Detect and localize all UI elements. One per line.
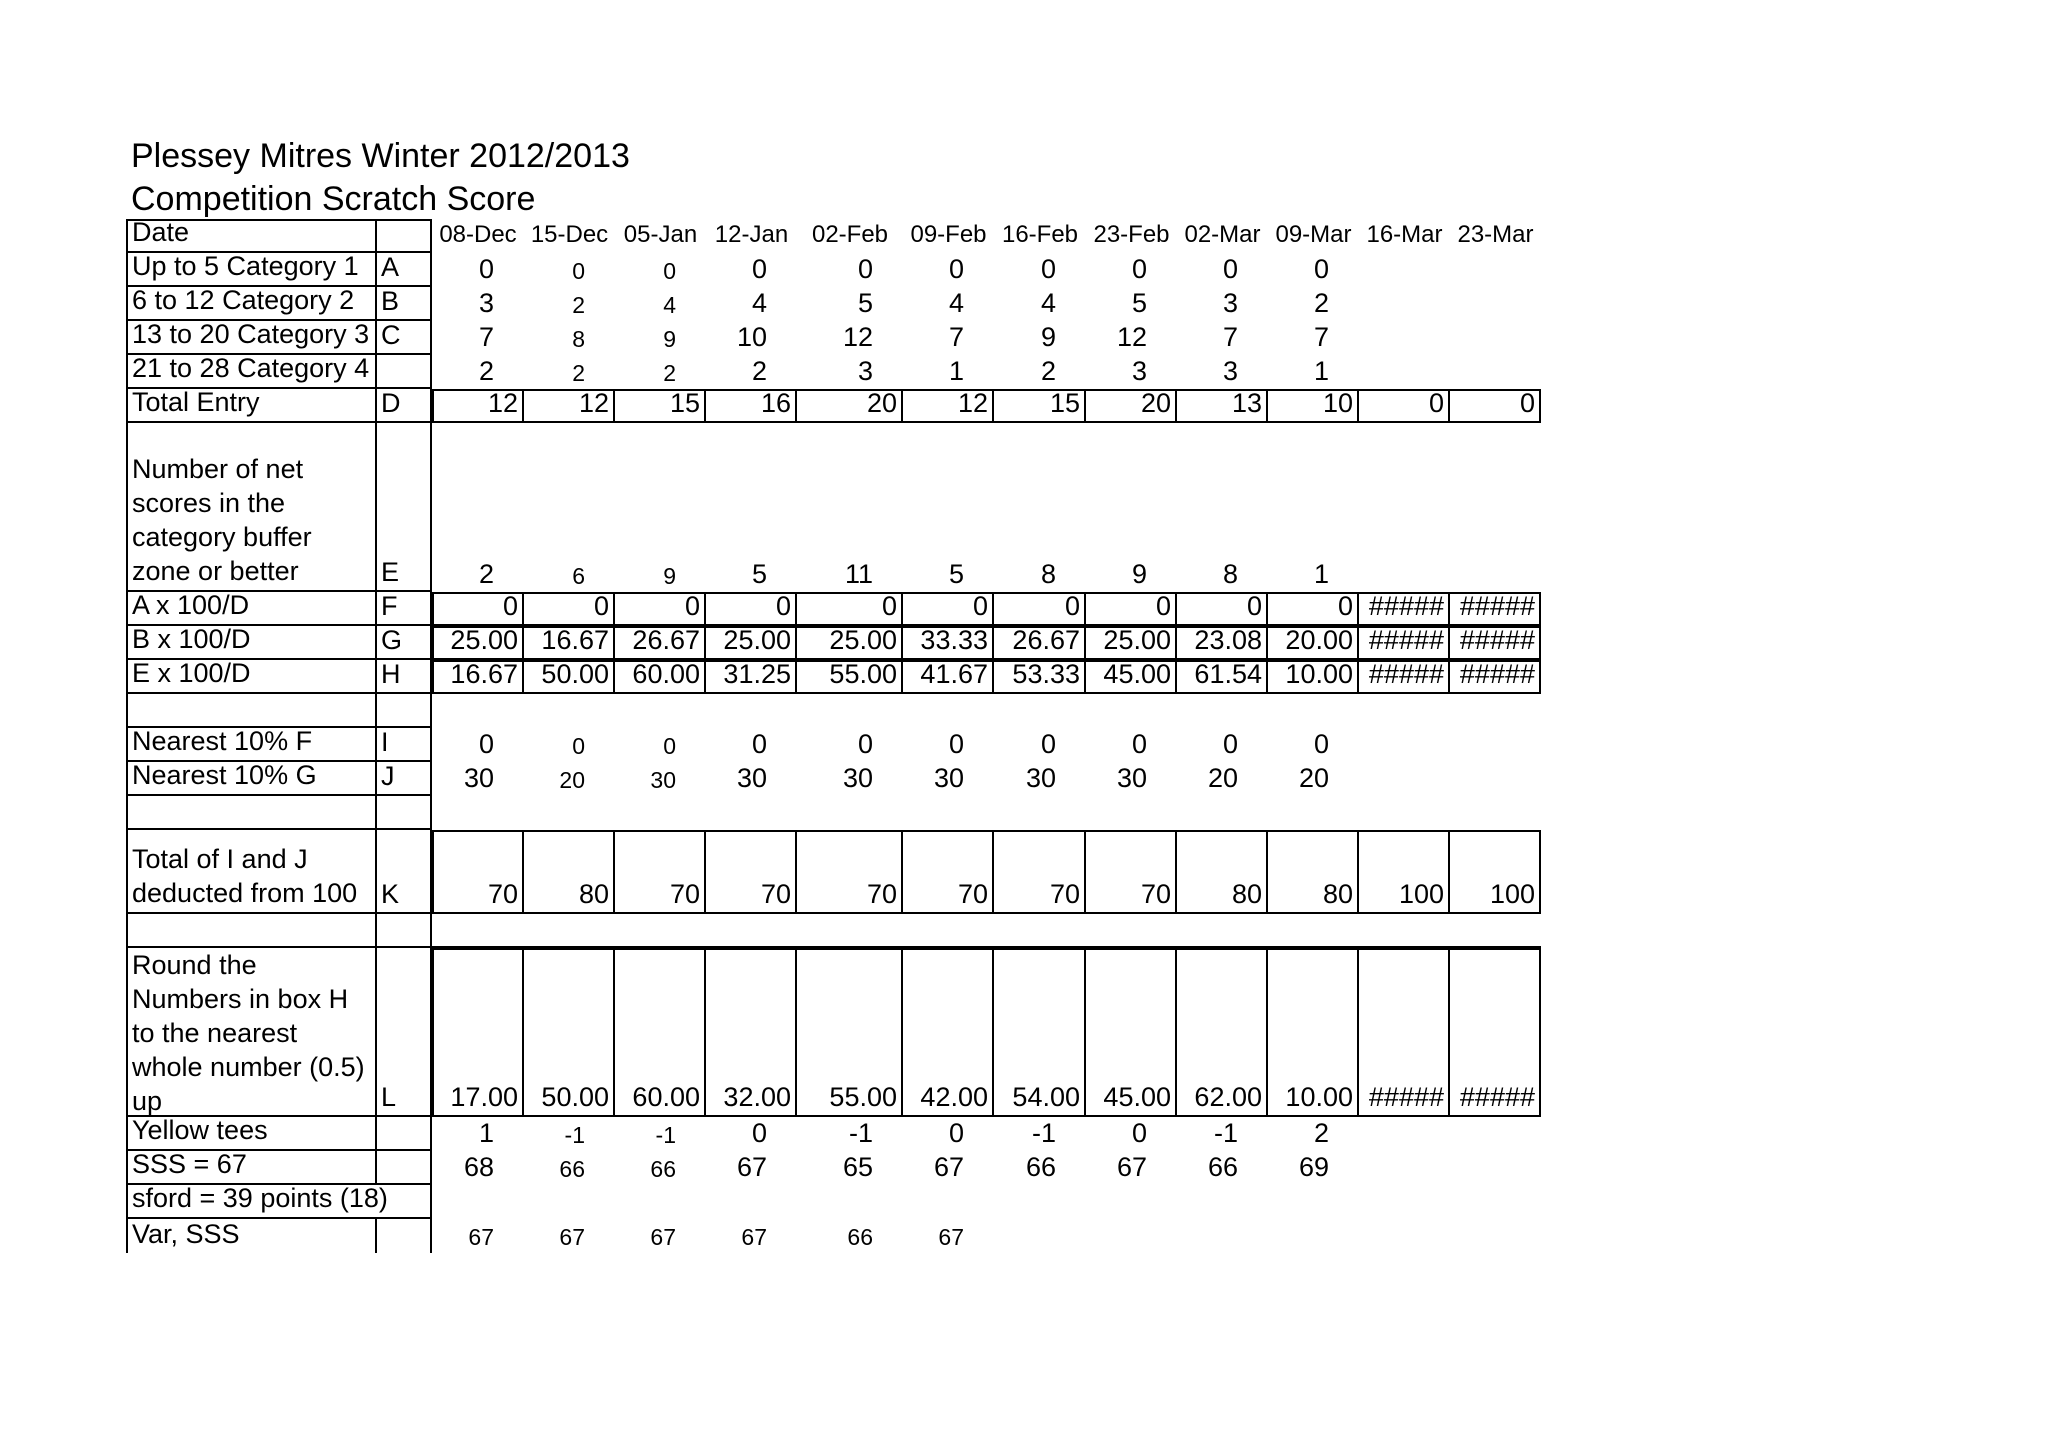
value-cell: 30 [463, 763, 494, 793]
value-cell: 0 [1131, 254, 1147, 284]
value-cell [1359, 1219, 1450, 1253]
value-cell: 0 [857, 254, 873, 284]
date-header-15-dec: 15-Dec [530, 221, 609, 248]
value-cell: 66 [559, 1156, 585, 1182]
value-cell: 0 [572, 258, 585, 284]
value-cell: 5 [1131, 288, 1147, 318]
value-cell: 0 [797, 592, 903, 626]
value-cell: 0 [1222, 729, 1238, 759]
value-cell: 0 [615, 592, 706, 626]
value-cell: 16 [706, 389, 797, 423]
value-cell: 10 [1268, 389, 1359, 423]
label-line: Number of net [132, 454, 304, 484]
date-header-16-mar: 16-Mar [1366, 221, 1443, 248]
label-line: Numbers in box H [132, 984, 349, 1014]
value-cell: 7 [948, 322, 964, 352]
value-cell: 20 [559, 767, 585, 793]
label-line: Total of I and J [132, 844, 308, 874]
value-cell: ##### [1450, 948, 1541, 1117]
value-cell: 7 [478, 322, 494, 352]
value-cell: 30 [736, 763, 767, 793]
value-cell: 0 [432, 592, 524, 626]
value-cell: 13 [1177, 389, 1268, 423]
value-cell: 33.33 [903, 626, 994, 660]
value-cell: 67 [741, 1224, 767, 1250]
total-entry-code: D [377, 389, 432, 423]
value-cell [1359, 253, 1450, 287]
value-cell [1359, 355, 1450, 389]
value-cell: 70 [1086, 830, 1177, 914]
value-cell: 66 [1207, 1152, 1238, 1182]
value-cell: 9 [663, 563, 676, 589]
round-h-code: L [377, 948, 432, 1117]
label-line: Round the [132, 950, 257, 980]
net-scores-code: E [377, 423, 432, 592]
value-cell: 53.33 [994, 660, 1086, 694]
cat3-code: C [377, 321, 432, 355]
value-cell: 67 [736, 1152, 767, 1182]
value-cell: 0 [1040, 254, 1056, 284]
value-cell: 9 [663, 326, 676, 352]
yellow-tees-label: Yellow tees [126, 1117, 377, 1151]
value-cell [1450, 321, 1541, 355]
value-cell: 7 [1313, 322, 1329, 352]
value-cell: 55.00 [797, 948, 903, 1117]
value-cell: 70 [706, 830, 797, 914]
value-cell: 70 [994, 830, 1086, 914]
value-cell: 70 [797, 830, 903, 914]
value-cell: 20 [1298, 763, 1329, 793]
value-cell: 12 [432, 389, 524, 423]
value-cell: 31.25 [706, 660, 797, 694]
value-cell: 68 [463, 1152, 494, 1182]
value-cell [1359, 321, 1450, 355]
label-line: up [132, 1086, 163, 1116]
value-cell: 5 [857, 288, 873, 318]
value-cell: 0 [1222, 254, 1238, 284]
value-cell [1450, 1117, 1541, 1151]
e-pct-code: H [377, 660, 432, 694]
value-cell: ##### [1359, 626, 1450, 660]
date-header-09-feb: 09-Feb [910, 221, 987, 248]
value-cell: 3 [478, 288, 494, 318]
label-line: category buffer [132, 522, 312, 552]
value-cell: 66 [847, 1224, 873, 1250]
value-cell: 61.54 [1177, 660, 1268, 694]
date-header-23-mar: 23-Mar [1457, 221, 1534, 248]
value-cell: 20 [1207, 763, 1238, 793]
total-ij-label [126, 830, 377, 914]
value-cell: 3 [1222, 288, 1238, 318]
value-cell: 0 [524, 592, 615, 626]
value-cell: 0 [1313, 729, 1329, 759]
value-cell: 10.00 [1268, 660, 1359, 694]
a-pct-label: A x 100/D [126, 592, 377, 626]
value-cell: -1 [1031, 1118, 1056, 1148]
value-cell: 100 [1359, 830, 1450, 914]
value-cell: 20.00 [1268, 626, 1359, 660]
value-cell: 10 [736, 322, 767, 352]
value-cell: 50.00 [524, 660, 615, 694]
date-header-02-feb: 02-Feb [811, 221, 889, 248]
value-cell [1450, 253, 1541, 287]
value-cell: 80 [524, 830, 615, 914]
value-cell: 20 [797, 389, 903, 423]
value-cell: 0 [751, 1118, 767, 1148]
value-cell: 45.00 [1086, 660, 1177, 694]
cat1-label: Up to 5 Category 1 [126, 253, 377, 287]
value-cell: 0 [948, 1118, 964, 1148]
value-cell: 4 [663, 292, 676, 318]
value-cell: 7 [1222, 322, 1238, 352]
total-ij-code: K [377, 830, 432, 914]
value-cell: 0 [1131, 1118, 1147, 1148]
blank-label-cell [126, 694, 377, 728]
value-cell [1450, 287, 1541, 321]
value-cell: ##### [1359, 948, 1450, 1117]
value-cell: 26.67 [994, 626, 1086, 660]
value-cell: 67 [1116, 1152, 1147, 1182]
nearest-g-label: Nearest 10% G [126, 762, 377, 796]
round-h-label [126, 948, 377, 1117]
value-cell: 8 [572, 326, 585, 352]
value-cell: 25.00 [797, 626, 903, 660]
value-cell: 45.00 [1086, 948, 1177, 1117]
cat3-label: 13 to 20 Category 3 [126, 321, 377, 355]
cat4-code [377, 355, 432, 389]
blank-code-cell [377, 796, 432, 830]
value-cell: 0 [663, 258, 676, 284]
value-cell: 0 [751, 729, 767, 759]
value-cell [1359, 762, 1450, 796]
value-cell [1359, 728, 1450, 762]
value-cell: 54.00 [994, 948, 1086, 1117]
cat4-label: 21 to 28 Category 4 [126, 355, 377, 389]
value-cell: 67 [468, 1224, 494, 1250]
blank-code-cell [377, 914, 432, 948]
value-cell [1450, 423, 1541, 592]
var-sss-code [377, 1219, 432, 1253]
value-cell: 2 [751, 356, 767, 386]
date-header-16-feb: 16-Feb [1001, 221, 1079, 248]
blank-label-cell [126, 914, 377, 948]
value-cell: 10.00 [1268, 948, 1359, 1117]
value-cell: 30 [1116, 763, 1147, 793]
label-line: whole number (0.5) [132, 1052, 365, 1082]
value-cell: 9 [1131, 559, 1147, 589]
value-cell: 0 [1359, 389, 1450, 423]
value-cell: 67 [650, 1224, 676, 1250]
yellow-tees-code [377, 1117, 432, 1151]
value-cell: 66 [1025, 1152, 1056, 1182]
value-cell: 4 [1040, 288, 1056, 318]
value-cell: 0 [663, 733, 676, 759]
value-cell: -1 [1213, 1118, 1238, 1148]
nearest-g-code: J [377, 762, 432, 796]
a-pct-code: F [377, 592, 432, 626]
value-cell: 25.00 [706, 626, 797, 660]
sss-code [377, 1151, 432, 1185]
e-pct-label: E x 100/D [126, 660, 377, 694]
value-cell: 3 [1131, 356, 1147, 386]
value-cell: 67 [933, 1152, 964, 1182]
date-header-09-mar: 09-Mar [1275, 221, 1352, 248]
date-label: Date [126, 219, 377, 253]
total-entry-label: Total Entry [126, 389, 377, 423]
label-line: zone or better [132, 556, 299, 586]
value-cell [1450, 762, 1541, 796]
value-cell: 100 [1450, 830, 1541, 914]
value-cell: 15 [615, 389, 706, 423]
value-cell: 60.00 [615, 948, 706, 1117]
value-cell: 0 [1177, 592, 1268, 626]
nearest-f-code: I [377, 728, 432, 762]
value-cell: 16.67 [524, 626, 615, 660]
value-cell: 3 [857, 356, 873, 386]
value-cell: 2 [572, 292, 585, 318]
value-cell: 12 [842, 322, 873, 352]
value-cell: 32.00 [706, 948, 797, 1117]
value-cell: 0 [1040, 729, 1056, 759]
value-cell: 9 [1040, 322, 1056, 352]
value-cell: 12 [524, 389, 615, 423]
value-cell: 5 [751, 559, 767, 589]
value-cell: 4 [948, 288, 964, 318]
value-cell: 0 [706, 592, 797, 626]
value-cell [1359, 1151, 1450, 1185]
date-header-12-jan: 12-Jan [714, 221, 789, 248]
value-cell [1450, 355, 1541, 389]
value-cell: 30 [842, 763, 873, 793]
value-cell: 1 [948, 356, 964, 386]
value-cell: 0 [1086, 592, 1177, 626]
value-cell: 67 [938, 1224, 964, 1250]
value-cell: -1 [655, 1122, 676, 1148]
value-cell: ##### [1450, 592, 1541, 626]
label-line: scores in the [132, 488, 286, 518]
value-cell: 2 [478, 559, 494, 589]
sss-label: SSS = 67 [126, 1151, 377, 1185]
value-cell: 11 [844, 559, 873, 589]
value-cell [994, 1219, 1086, 1253]
value-cell: 12 [1116, 322, 1147, 352]
nearest-f-label: Nearest 10% F [126, 728, 377, 762]
blank-code-cell [377, 694, 432, 728]
value-cell: 1 [1313, 356, 1329, 386]
value-cell: 0 [572, 733, 585, 759]
value-cell: 30 [650, 767, 676, 793]
label-line: deducted from 100 [132, 878, 358, 908]
value-cell: 60.00 [615, 660, 706, 694]
label-line: to the nearest [132, 1018, 298, 1048]
value-cell: 70 [903, 830, 994, 914]
value-cell: 0 [994, 592, 1086, 626]
value-cell: 1 [478, 1118, 494, 1148]
value-cell: 8 [1222, 559, 1238, 589]
value-cell: 65 [842, 1152, 873, 1182]
value-cell [1268, 1219, 1359, 1253]
value-cell: 0 [1131, 729, 1147, 759]
value-cell: 2 [572, 360, 585, 386]
value-cell: 2 [1313, 288, 1329, 318]
value-cell: ##### [1450, 626, 1541, 660]
value-cell: 2 [478, 356, 494, 386]
value-cell: 70 [432, 830, 524, 914]
value-cell [1359, 1117, 1450, 1151]
date-code-cell [377, 219, 432, 253]
value-cell [1450, 1151, 1541, 1185]
value-cell: 16.67 [432, 660, 524, 694]
value-cell: -1 [848, 1118, 873, 1148]
value-cell: 50.00 [524, 948, 615, 1117]
value-cell: ##### [1359, 660, 1450, 694]
b-pct-code: G [377, 626, 432, 660]
value-cell: 0 [1313, 254, 1329, 284]
value-cell: 0 [1450, 389, 1541, 423]
value-cell: 30 [933, 763, 964, 793]
blank-label-cell [126, 796, 377, 830]
value-cell: 2 [1313, 1118, 1329, 1148]
value-cell: 17.00 [432, 948, 524, 1117]
value-cell: 8 [1040, 559, 1056, 589]
cat1-code: A [377, 253, 432, 287]
value-cell: 23.08 [1177, 626, 1268, 660]
value-cell: -1 [564, 1122, 585, 1148]
value-cell: 12 [903, 389, 994, 423]
value-cell: 0 [478, 254, 494, 284]
value-cell: 0 [903, 592, 994, 626]
value-cell: 4 [751, 288, 767, 318]
value-cell: 2 [1040, 356, 1056, 386]
value-cell: 80 [1177, 830, 1268, 914]
date-header-05-jan: 05-Jan [623, 221, 698, 248]
value-cell [1359, 287, 1450, 321]
value-cell: 26.67 [615, 626, 706, 660]
value-cell: 30 [1025, 763, 1056, 793]
value-cell: 41.67 [903, 660, 994, 694]
value-cell: 0 [948, 729, 964, 759]
value-cell: 0 [948, 254, 964, 284]
value-cell: 2 [663, 360, 676, 386]
value-cell: 62.00 [1177, 948, 1268, 1117]
date-header-08-dec: 08-Dec [439, 221, 517, 248]
value-cell: 20 [1086, 389, 1177, 423]
value-cell: 25.00 [432, 626, 524, 660]
value-cell: 70 [615, 830, 706, 914]
value-cell: 5 [948, 559, 964, 589]
date-header-23-feb: 23-Feb [1093, 221, 1170, 248]
value-cell: 69 [1298, 1152, 1329, 1182]
value-cell [1450, 1219, 1541, 1253]
value-cell [1177, 1219, 1268, 1253]
value-cell [1450, 728, 1541, 762]
date-header-02-mar: 02-Mar [1184, 221, 1261, 248]
value-cell: 25.00 [1086, 626, 1177, 660]
value-cell: 67 [559, 1224, 585, 1250]
value-cell: 6 [572, 563, 585, 589]
value-cell: 55.00 [797, 660, 903, 694]
value-cell: 0 [751, 254, 767, 284]
value-cell: 3 [1222, 356, 1238, 386]
sheet-title: Plessey Mitres Winter 2012/2013 [131, 137, 630, 175]
cat2-label: 6 to 12 Category 2 [126, 287, 377, 321]
value-cell: 80 [1268, 830, 1359, 914]
sford-label: sford = 39 points (18) [126, 1185, 432, 1219]
var-sss-label: Var, SSS [126, 1219, 377, 1253]
b-pct-label: B x 100/D [126, 626, 377, 660]
value-cell: 1 [1313, 559, 1329, 589]
value-cell: ##### [1450, 660, 1541, 694]
value-cell [1086, 1219, 1177, 1253]
value-cell: 15 [994, 389, 1086, 423]
value-cell: 66 [650, 1156, 676, 1182]
value-cell: 0 [857, 729, 873, 759]
cat2-code: B [377, 287, 432, 321]
separator-line [432, 914, 1541, 948]
value-cell: 0 [1268, 592, 1359, 626]
value-cell: ##### [1359, 592, 1450, 626]
value-cell [1359, 423, 1450, 592]
value-cell: 42.00 [903, 948, 994, 1117]
sheet-subtitle: Competition Scratch Score [131, 180, 536, 218]
net-scores-label [126, 423, 377, 592]
value-cell: 0 [478, 729, 494, 759]
